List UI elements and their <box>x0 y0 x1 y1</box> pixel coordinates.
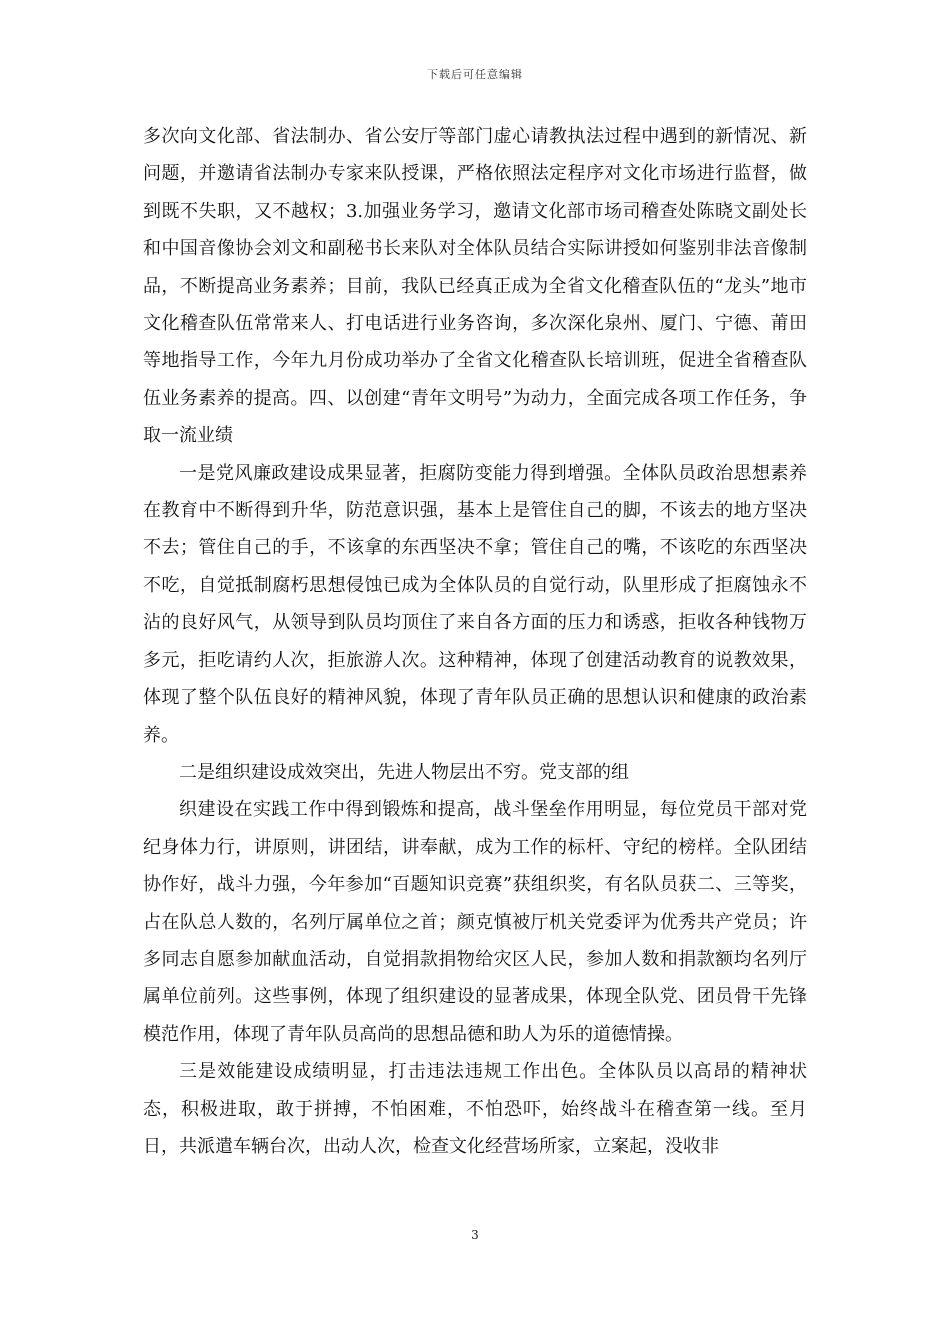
paragraph-party-conduct: 一是党风廉政建设成果显著，拒腐防变能力得到增强。全体队员政治思想素养在教育中不断得到升华，防范意识强，基本上是管住自己的脚，不该去的地方坚决不去；管住自己的手，不该拿的东西坚决不拿；管住自己的嘴，不该吃的东西坚决不吃，自觉抵制腐朽思想侵蚀已成为全体队员的自觉行动，队里形成了拒腐蚀永不沾的良好风气，从领导到队员均顶住了来自各方面的压力和诱惑，拒收各种钱物万多元，拒吃请约人次，拒旅游人次。这种精神，体现了创建活动教育的说教效果，体现了整个队伍良好的精神风貌，体现了青年队员正确的思想认识和健康的政治素养。 <box>143 462 807 746</box>
page-header: 下载后可任意编辑 <box>427 68 523 81</box>
paragraph-continuation: 多次向文化部、省法制办、省公安厅等部门虚心请教执法过程中遇到的新情况、新问题，并邀请省法制办专家来队授课，严格依照法定程序对文化市场进行监督，做到既不失职，又不越权；3.加强业务学习，邀请文化部市场司稽查处陈晓文副处长和中国音像协会刘文和副秘书长来队对全体队员结合实际讲授如何鉴别非法音像制品，不断提高业务素养；目前，我队已经真正成为全省文化稽查队伍的“龙头”地市文化稽查队伍常常来人、打电话进行业务咨询，多次深化泉州、厦门、宁德、莆田等地指导工作，今年九月份成功举办了全省文化稽查队长培训班，促进全省稽查队伍业务素养的提高。四、以创建“青年文明号”为动力，全面完成各项工作任务，争取一流业绩 <box>143 126 807 447</box>
paragraph-organization-heading: 二是组织建设成效突出，先进人物层出不穷。党支部的组 <box>179 761 629 783</box>
page-number: 3 <box>471 1228 479 1242</box>
document-body <box>143 118 807 1165</box>
paragraph-organization-body: 织建设在实践工作中得到锻炼和提高，战斗堡垒作用明显，每位党员干部对党纪身体力行，讲原则，讲团结，讲奉献，成为工作的标杆、守纪的榜样。全队团结协作好，战斗力强，今年参加“百题知识竞赛”获组织奖，有名队员获二、三等奖，占在队总人数的，名列厅属单位之首；颜克慎被厅机关党委评为优秀共产党员；许多同志自愿参加献血活动，自觉捐款捐物给灾区人民，参加人数和捐款额均名列厅属单位前列。这些事例，体现了组织建设的显著成果，体现全队党、团员骨干先锋模范作用，体现了青年队员高尚的思想品德和助人为乐的道德情操。 <box>143 799 807 1045</box>
paragraph-efficiency: 三是效能建设成绩明显，打击违法违规工作出色。全体队员以高昂的精神状态，积极进取，敢于拼搏，不怕困难，不怕恐吓，始终战斗在稽查第一线。至月日，共派遣车辆台次，出动人次，检查文化经营场所家，立案起，没收非 <box>143 1061 807 1157</box>
